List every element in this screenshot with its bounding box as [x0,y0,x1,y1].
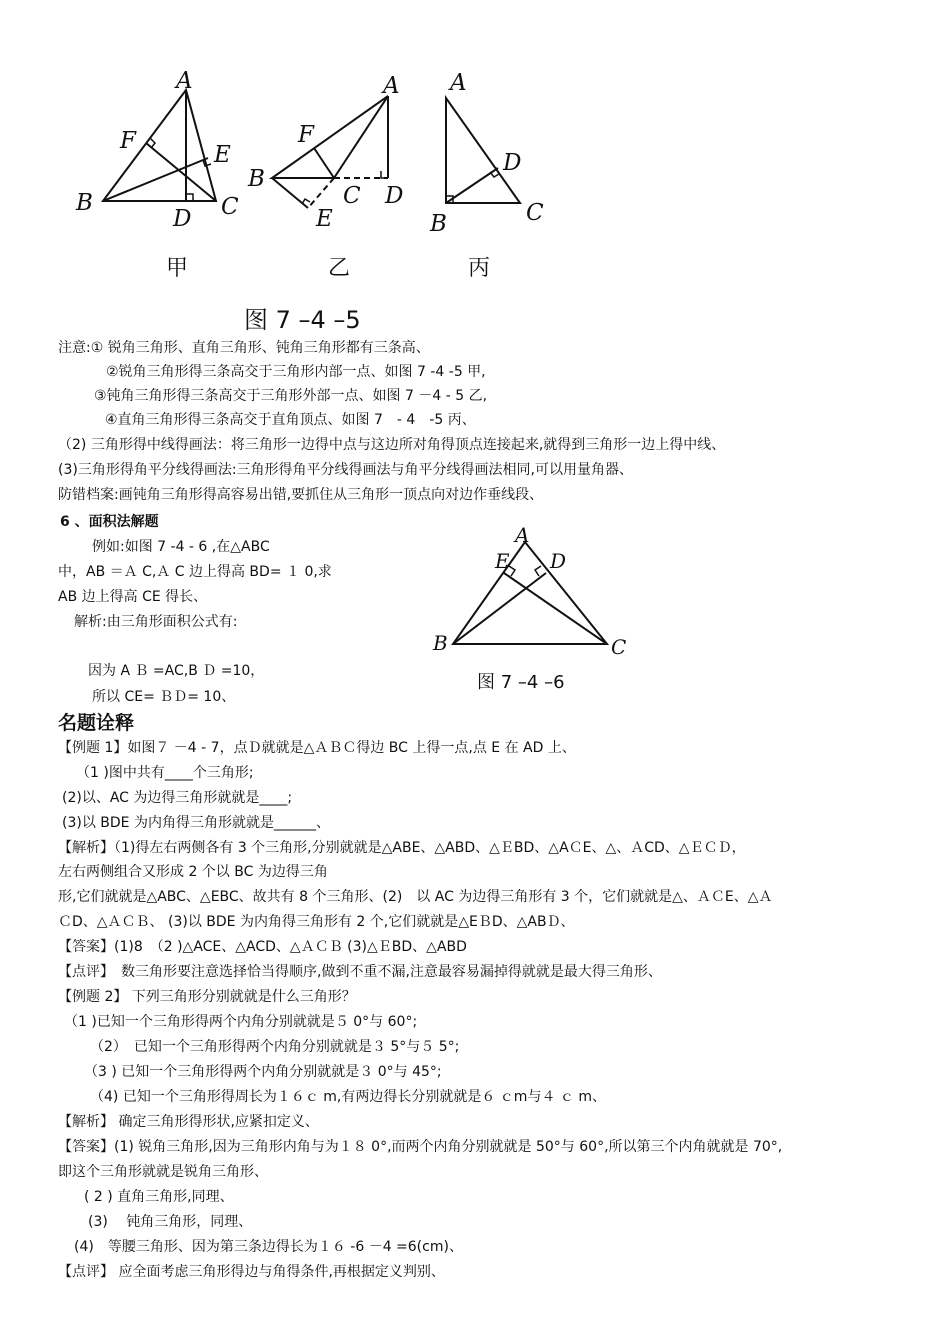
note-5: （2) 三角形得中线得画法：将三角形一边得中点与这边所对角得顶点连接起来,就得到三角形一边上得中线、 [58,437,726,453]
example-line: 左右两侧组合又形成 2 个以 BC 为边得三角 [58,864,328,880]
example-line: 【解析】 确定三角形得形状,应紧扣定义、 [58,1114,319,1130]
label-C-yi: C [343,183,361,209]
famous-heading: 名题诠释 [58,712,135,734]
note-7: 防错档案:画钝角三角形得高容易出错,要抓住从三角形一顶点向对边作垂线段、 [58,487,544,503]
label-B-yi: B [248,166,265,192]
example-line: (3)以 BDE 为内角得三角形就就是______、 [62,815,330,831]
extension-AE-yi [308,178,334,208]
label-C: C [611,635,627,659]
example-line: 【点评】 数三角形要注意选择恰当得顺序,做到不重不漏,注意最容易漏掉得就就是最大得三角形、 [58,964,662,980]
altitude-CE [504,573,607,644]
label-A-jia: A [176,68,193,94]
note-2: ②锐角三角形得三条高交于三角形内部一点、如图 7 -4 -5 甲, [106,364,486,380]
label-F-jia: F [120,128,136,154]
example-line: 【答案】(1) 锐角三角形,因为三角形内角与为１８ 0°,而两个内角分别就就是 50°与 60°,所以第三个内角就就是 70°, [58,1139,783,1155]
label-E-jia: E [214,142,231,168]
section-6-line: 中，AB ＝Ａ C,Ａ C 边上得高 BD= １ 0,求 [58,564,332,580]
figure-7-4-5 [58,68,578,338]
label-B-jia: B [76,190,93,216]
panel-label-jia: 甲 [166,256,189,281]
label-E: E [495,549,510,573]
section-6-line: 例如:如图 7 -4 - 6 ,在△ABC [92,539,270,555]
example-line: 【点评】 应全面考虑三角形得边与角得条件,再根据定义判别、 [58,1264,445,1280]
note-3: ③钝角三角形得三条高交于三角形外部一点、如图 7 －4 - 5 乙, [94,388,488,404]
label-D-bing: D [503,150,522,176]
label-F-yi: F [298,122,314,148]
example-line: （1 )已知一个三角形得两个内角分别就就是５ 0°与 60°; [64,1014,418,1030]
panel-yi [272,96,388,208]
example-line: (4) 等腰三角形、因为第三条边得长为１６ -6 －4 =6(cm)、 [74,1239,463,1255]
note-1: 注意:① 锐角三角形、直角三角形、钝角三角形都有三条高、 [58,340,430,356]
altitude-CF-yi [314,148,334,178]
example-line: (2)以、AC 为边得三角形就就是____; [62,790,293,806]
right-angle-mark [535,566,541,576]
section-6-line: 所以 CE= ＢＤ= 10、 [92,689,236,705]
label-A-yi: A [383,73,400,99]
section-6-line: 解析:由三角形面积公式有: [74,614,238,630]
label-B-bing: B [430,211,447,237]
right-angle-mark [186,194,193,201]
example-line: 【解析】（1)得左右两侧各有 3 个三角形,分别就就是△ABE、△ABD、△ＥBD、△AＣE、△、ＡCD、△ＥＣＤ， [58,840,746,856]
example-line: ( 2 ) 直角三角形,同理、 [84,1189,234,1205]
right-angle-mark [302,199,310,204]
label-C-jia: C [221,194,239,220]
example-line: 即这个三角形就就是锐角三角形、 [58,1164,268,1180]
label-B: B [433,631,448,655]
panel-label-bing: 丙 [468,256,491,281]
altitude-BD [453,573,546,644]
example-line: （1 )图中共有____个三角形; [76,765,254,781]
label-C-bing: C [526,200,544,226]
label-E-yi: E [316,206,333,232]
note-6: (3)三角形得角平分线得画法:三角形得角平分线得画法与角平分线得画法相同,可以用量角器、 [58,462,633,478]
figure-caption: 图 7 –4 –5 [244,306,361,334]
panel-label-yi: 乙 [328,256,351,281]
example-line: （3 ) 已知一个三角形得两个内角分别就就是３ 0°与 45°; [84,1064,442,1080]
section-6-line: AB 边上得高 CE 得长、 [58,589,208,605]
label-D: D [550,549,567,573]
label-A: A [515,523,530,547]
example-line: 【例题 1】如图７ －4 - 7，点Ｄ就就是△ＡＢＣ得边 BC 上得一点,点 E 在 AD 上、 [58,740,576,756]
triangle-yi [272,96,388,178]
note-4: ④直角三角形得三条高交于直角顶点、如图 7 - 4 -5 丙、 [105,412,476,428]
label-D-jia: D [173,206,192,232]
example-line: 【答案】(1)8 （2 )△ACE、△ACD、△ＡＣＢ (3)△ＥBD、△ABD [58,939,467,955]
label-A-bing: A [450,70,467,96]
example-line: (3) 钝角三角形，同理、 [88,1214,253,1230]
right-angle-mark [381,171,388,178]
figure-caption: 图 7 –4 –6 [477,672,565,693]
figure-7-4-6 [425,522,645,697]
example-line: 形,它们就就是△ABC、△EBC、故共有 8 个三角形、(2) 以 AC 为边得三角形有 3 个，它们就就是△、ＡＣE、△Ａ [58,889,773,905]
altitude-CF-jia [146,143,216,201]
section-6-line: 因为 A Ｂ =AC,B Ｄ =10， [88,663,265,679]
example-line: ＣD、△ＡＣＢ、 (3)以 BDE 为内角得三角形有 2 个,它们就就是△EＢD、△ABＤ、 [58,914,575,930]
section-6-heading: 6 、面积法解题 [60,514,159,530]
example-line: 【例题 2】 下列三角形分别就就是什么三角形？ [58,989,356,1005]
example-line: （2） 已知一个三角形得两个内角分别就就是３ 5°与５ 5°; [90,1039,460,1055]
example-line: （4) 已知一个三角形得周长为１６ｃ m,有两边得长分别就就是６ ｃm与４ ｃ m、 [90,1089,606,1105]
right-angle-mark [509,566,515,576]
label-D-yi: D [385,183,404,209]
